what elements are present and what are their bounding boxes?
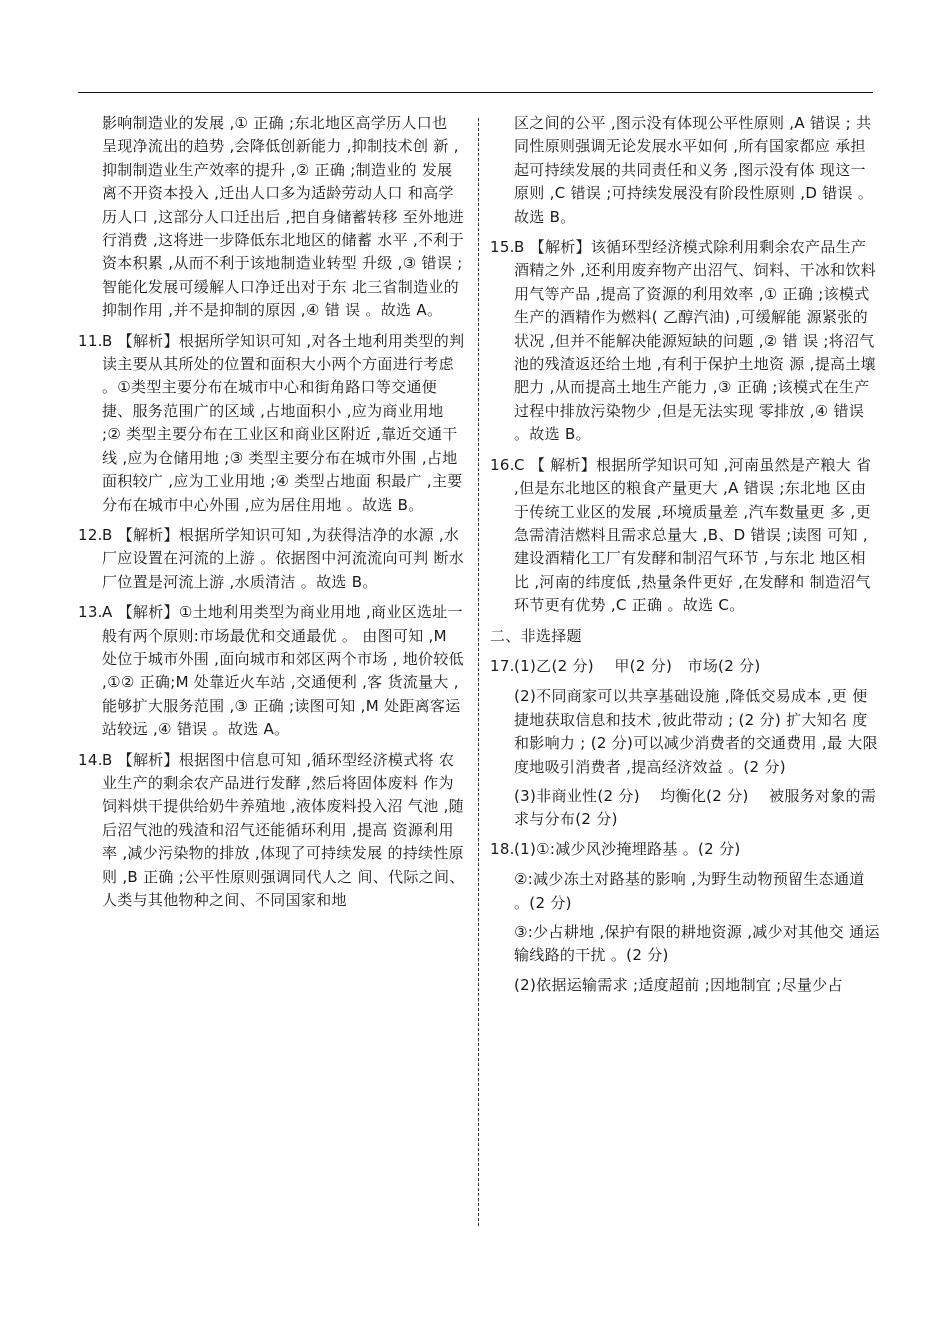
top-rule xyxy=(78,92,873,93)
item-text: B 【解析】根据图中信息可知 ,循环型经济模式将 农业生产的剩余农产品进行发酵 ,然后将固体废料 作为饲料烘干提供给奶牛养殖地 ,液体废料投入沼 气池 ,随后沼气池的残渣和沼气还能循环利用 ,提高 资源利用率 ,减少污染物的排放 ,体现了可持续发展 的持续性原则 ,B 正确 ;公平性原则强调同代人之 间、代际之间、人类与其他物种之间、不同国家和地 xyxy=(102,750,465,909)
answer-18-part-3: ③:少占耕地 ,保护有限的耕地资源 ,减少对其他交 通运输线路的干扰 。(2 分) xyxy=(514,923,880,965)
continued-answer-10: 影响制造业的发展 ,① 正确 ;东北地区高学历人口也 呈现净流出的趋势 ,会降低创新能力 ,抑制技术创 新 ,抑制制造业生产效率的提升 ,② 正确 ;制造业的 发展离不开资本投入 ,迁出人口多为适龄劳动人口 和高学历人口 ,这部分人口迁出后 ,把自身储蓄转移 至外地进行消费 ,这将进一步降低东北地区的储蓄 水平 ,不利于资本积累 ,从而不利于该地制造业转型 升级 ,③ 错误 ;智能化发展可缓解人口净迁出对于东 北三省制造业的抑制作用 ,并不是抑制的原因 ,④ 错 误 。故选 A。 xyxy=(102,114,464,320)
item-number: 15. xyxy=(490,238,515,257)
answer-item-18 xyxy=(490,838,880,861)
column-divider xyxy=(478,118,479,1226)
answer-item-11 xyxy=(78,330,466,517)
item-text: B 【解析】根据所学知识可知 ,对各土地利用类型的判读主要从其所处的位置和面积大小两个方面进行考虑 。①类型主要分布在城市中心和街角路口等交通便捷、服务范围广的区域 ,占地面积小 ,应为商业用地 ;② 类型主要分布在工业区和商业区附近 ,靠近交通干线 ,应为仓储用地 ;③ 类型主要分布在城市外围 ,占地面积较广 ,应为工业用地 ;④ 类型占地面 积最广 ,主要分布在城市中心外围 ,应为居住用地 。故选 B。 xyxy=(102,331,465,514)
answer-17-part-3: (3)非商业性(2 分) 均衡化(2 分) 被服务对象的需求与分布(2 分) xyxy=(514,786,877,829)
answer-item-17 xyxy=(490,655,880,678)
item-number: 16. xyxy=(490,455,515,474)
item-part: (1)①:减少风沙掩埋路基 。(2 分) xyxy=(514,839,741,858)
answer-18-part-4: (2)依据运输需求 ;适度超前 ;因地制宜 ;尽量少占 xyxy=(514,975,843,994)
answer-item-15 xyxy=(490,236,880,447)
answer-item-13 xyxy=(78,601,466,741)
item-number: 13. xyxy=(78,603,103,622)
item-text: B 【解析】根据所学知识可知 ,为获得洁净的水源 ,水厂应设置在河流的上游 。依据图中河流流向可判 断水厂位置是河流上游 ,水质清洁 。故选 B。 xyxy=(102,525,465,591)
item-part: (1)乙(2 分) 甲(2 分) 市场(2 分) xyxy=(514,656,761,675)
answer-18-part-2: ②:减少冻土对路基的影响 ,为野生动物预留生态通道 。(2 分) xyxy=(514,870,865,912)
item-number: 17. xyxy=(490,656,515,675)
item-text: C 【 解析】根据所学知识可知 ,河南虽然是产粮大 省 ,但是东北地区的粮食产量更大 ,A 错误 ;东北地 区由于传统工业区的发展 ,环境质量差 ,汽车数量更 多 ,更急需清洁燃料且需求总量大 ,B、D 错误 ;读图 可知 ,建设酒精化工厂有发酵和制沼气环节 ,与东北 地区相比 ,河南的纬度低 ,热量条件更好 ,在发酵和 制造沼气环节更有优势 ,C 正确 。故选 C。 xyxy=(514,455,872,615)
item-number: 11. xyxy=(78,331,103,350)
item-text: B 【解析】该循环型经济模式除利用剩余农产品生产酒精之外 ,还利用废弃物产出沼气、饲料、干冰和饮料用气等产品 ,提高了资源的利用效率 ,① 正确 ;该模式生产的酒精作为燃料( 乙醇汽油) ,可缓解能 源紧张的状况 ,但并不能解决能源短缺的问题 ,② 错 误 ;将沼气池的残渣返还给土地 ,有利于保护土地资 源 ,提高土壤肥力 ,从而提高土地生产能力 ,③ 正确 ;该模式在生产过程中排放污染物少 ,但是无法实现 零排放 ,④ 错误 。故选 B。 xyxy=(514,238,877,444)
item-number: 18. xyxy=(490,839,515,858)
item-number: 12. xyxy=(78,525,103,544)
answer-item-16 xyxy=(490,454,880,618)
item-text: A 【解析】①土地利用类型为商业用地 ,商业区选址一般有两个原则:市场最优和交通最优 。 由图可知 ,M 处位于城市外围 ,面向城市和郊区两个市场 , 地价较低 ,①② 正确;M 处靠近火车站 ,交通便利 ,客 货流量大 ,能够扩大服务范围 ,③ 正确 ;读图可知 ,M 处距离客运站较远 ,④ 错误 。故选 A。 xyxy=(102,603,464,739)
right-column xyxy=(490,112,880,1003)
section-title: 二、非选择题 xyxy=(490,626,582,645)
answer-item-12 xyxy=(78,524,466,594)
item-number: 14. xyxy=(78,750,103,769)
answer-item-14 xyxy=(78,749,466,913)
left-column xyxy=(78,112,466,919)
answer-17-part-2: (2)不同商家可以共享基础设施 ,降低交易成本 ,更 便捷地获取信息和技术 ,彼此带动 ; (2 分) 扩大知名 度和影响力 ; (2 分)可以减少消费者的交通费用 ,最 大限度地吸引消费者 ,提高经济效益 。(2 分) xyxy=(514,687,878,776)
continued-answer-14: 区之间的公平 ,图示没有体现公平性原则 ,A 错误 ; 共同性原则强调无论发展水平如何 ,所有国家都应 承担起可持续发展的共同责任和义务 ,图示没有体 现这一原则 ,C 错误 ;可持续发展没有阶段性原则 ,D 错误 。故选 B。 xyxy=(514,114,874,226)
